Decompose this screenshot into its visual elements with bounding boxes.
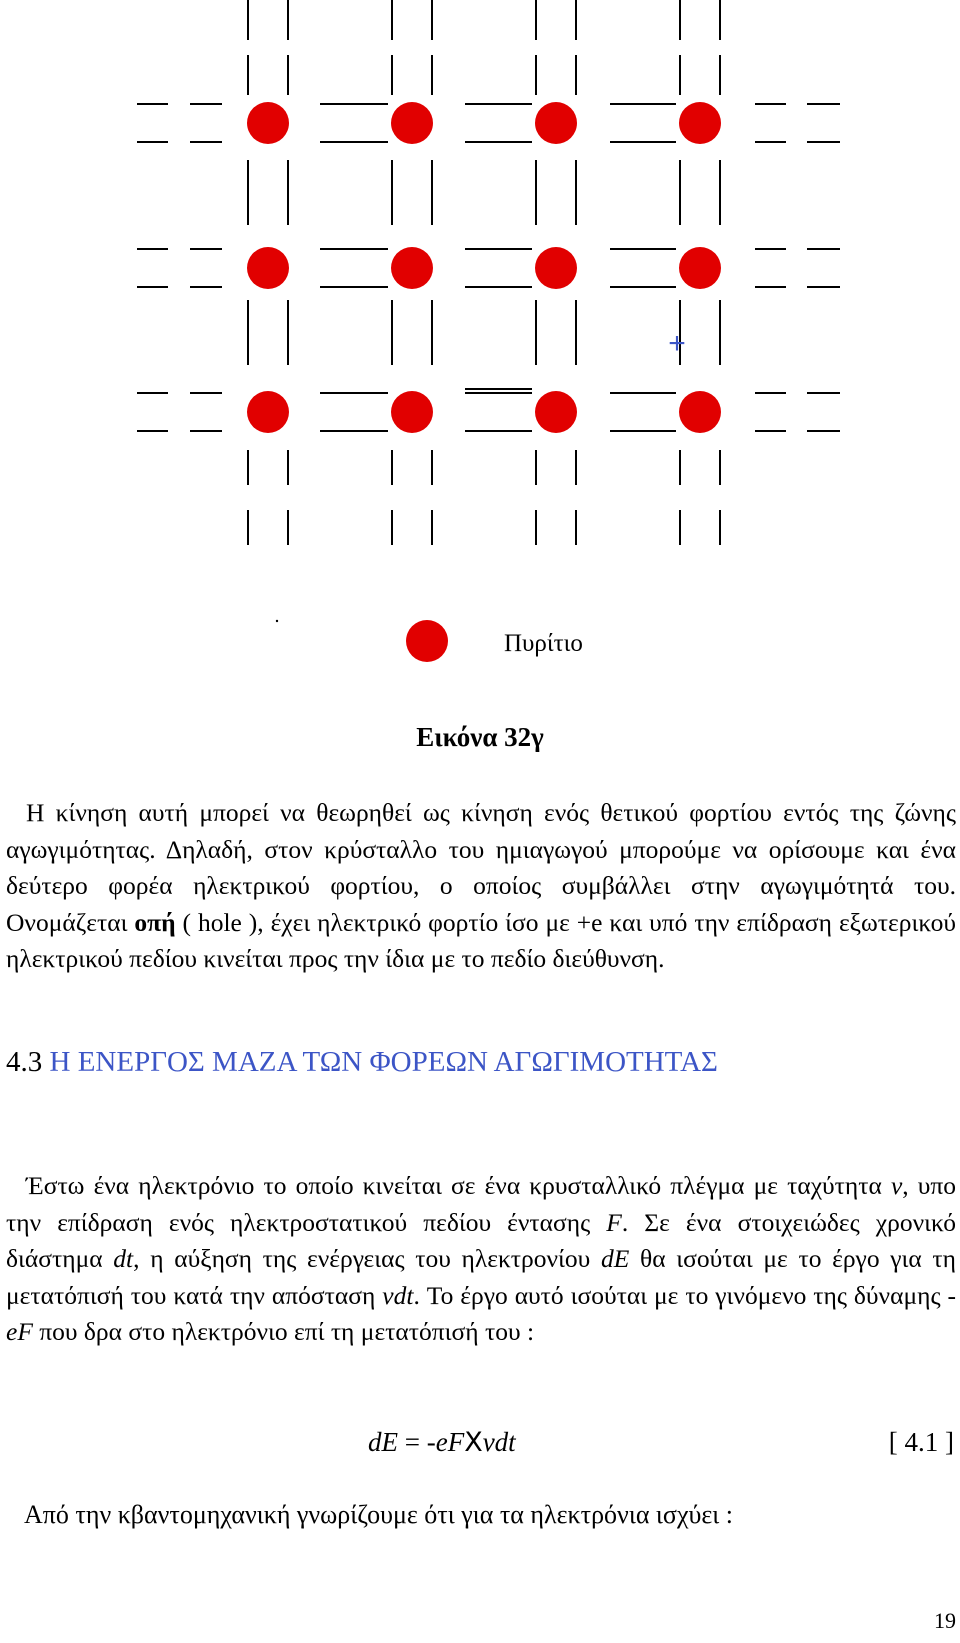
silicon-atom: [391, 247, 433, 289]
silicon-atom: [679, 247, 721, 289]
silicon-atom: [679, 102, 721, 144]
silicon-atom: [535, 102, 577, 144]
figure-caption: Εικόνα 32γ: [416, 722, 544, 752]
bold-term-hole: οπή: [134, 907, 176, 937]
silicon-atom: [247, 391, 289, 433]
paragraph-hole: Η κίνηση αυτή μπορεί να θεωρηθεί ως κίνηση ενός θετικού φορτίου εντός της ζώνης αγωγιμότητας. Δηλαδή, στον κρύσταλλο του ημιαγωγού μπορούμε να ορίσουμε και ένα δεύτερο φορέα ηλεκτρικού φορτίου, ο οποίος συμβάλλει στην αγωγιμότητά του. Ονομάζεται οπή ( hole ), έχει ηλεκτρικό φορτίο ίσο με +e και υπό την επίδραση εξωτερικού ηλεκτρικού πεδίου κινείται προς την ίδια με το πεδίο διεύθυνση.: [6, 798, 957, 973]
hole-plus-sign: +: [668, 327, 686, 360]
silicon-atom: [247, 102, 289, 144]
silicon-lattice-figure: [0, 0, 960, 700]
legend-atom: [406, 620, 448, 662]
silicon-atom: [535, 247, 577, 289]
closing-line: Από την κβαντομηχανική γνωρίζουμε ότι για τα ηλεκτρόνια ισχύει :: [24, 1500, 733, 1529]
silicon-atom: [679, 391, 721, 433]
dot-mark: [276, 620, 278, 622]
paragraph-effective-mass: Έστω ένα ηλεκτρόνιο το οποίο κινείται σε ένα κρυσταλλικό πλέγμα με ταχύτητα v, υπο την επίδραση ενός ηλεκτροστατικού πεδίου έντασης F. Σε ένα στοιχειώδες χρονικό διάστημα dt, η αύξηση της ενέργειας του ηλεκτρονίου dE θα ισούται με το έργο για τη μετατόπισή του κατά την απόσταση vdt. Το έργο αυτό ισούται με το γινόμενο της δύναμης -eF που δρα στο ηλεκτρόνιο επί τη μετατόπισή του :: [6, 1171, 957, 1346]
page-number: 19: [934, 1608, 956, 1633]
section-heading: 4.3 Η ΕΝΕΡΓΟΣ ΜΑΖΑ ΤΩΝ ΦΟΡΕΩΝ ΑΓΩΓΙΜΟΤΗΤΑΣ: [6, 1046, 718, 1078]
legend-label: Πυρίτιο: [504, 630, 583, 657]
silicon-atom: [535, 391, 577, 433]
silicon-atom: [391, 391, 433, 433]
equation-number: [ 4.1 ]: [888, 1427, 954, 1457]
silicon-atom: [247, 247, 289, 289]
equation-4-1: dE = -eFXvdt: [368, 1427, 516, 1458]
silicon-atom: [391, 102, 433, 144]
